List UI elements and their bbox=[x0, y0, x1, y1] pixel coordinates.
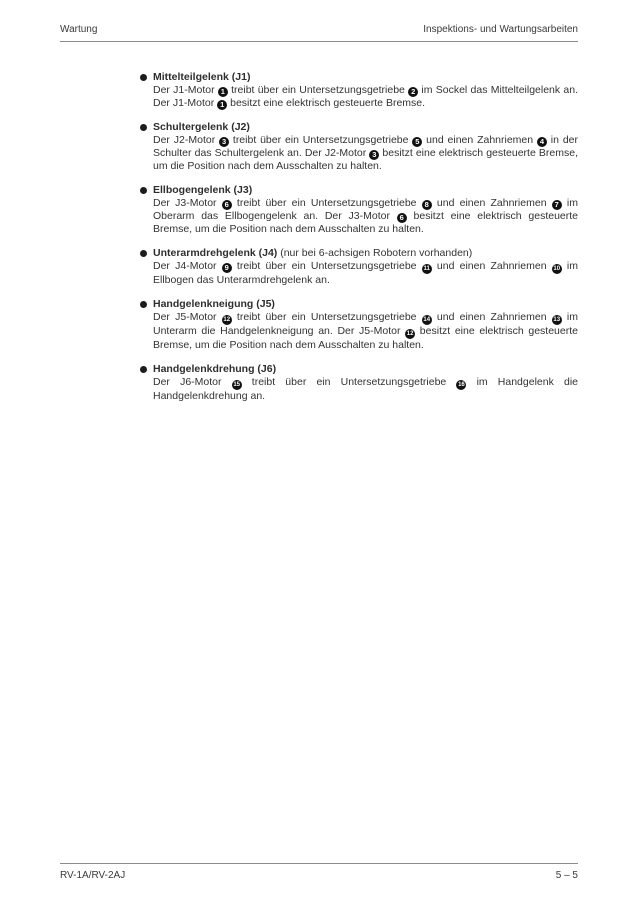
list-item bbox=[140, 363, 578, 403]
circled-number: 13 bbox=[553, 317, 561, 323]
circled-number: 3 bbox=[219, 137, 229, 147]
circled-number: 15 bbox=[233, 382, 240, 388]
circled-number: 7 bbox=[552, 200, 562, 210]
section-title-text: Handgelenkdrehung (J6) bbox=[153, 363, 277, 375]
section-title-text: Mittelteilgelenk (J1) bbox=[153, 71, 251, 83]
page-footer bbox=[60, 870, 578, 882]
section-title bbox=[153, 247, 578, 260]
section-text: Der J6-Motor 15 treibt über ein Untersetzungsgetriebe 16 im Handgelenk die Handgelenkdrehung an. bbox=[153, 376, 579, 402]
circled-number: 6 bbox=[397, 213, 407, 223]
section-content bbox=[153, 298, 578, 352]
page-footer-block bbox=[60, 863, 578, 882]
circled-number: 6 bbox=[222, 200, 232, 210]
footer-page-number: 5 – 5 bbox=[555, 870, 578, 881]
circled-number: 2 bbox=[408, 87, 418, 97]
footer-model-label: RV-1A/RV-2AJ bbox=[60, 870, 126, 881]
bullet-icon bbox=[140, 74, 147, 81]
list-item bbox=[140, 121, 578, 173]
section-text: Der J2-Motor 3 treibt über ein Untersetzungsgetriebe 5 und einen Zahnriemen 4 in der Schulter das Schultergelenk an. Der J2-Motor 3 besitzt eine elektrisch gesteuerte Bremse, um die Position nach dem Ausschalten zu halten. bbox=[153, 134, 578, 172]
header-divider bbox=[60, 41, 578, 42]
circled-number: 12 bbox=[223, 317, 231, 323]
circled-number: 8 bbox=[422, 200, 432, 210]
section-title bbox=[153, 363, 578, 376]
section-title bbox=[153, 298, 578, 311]
section-title bbox=[153, 121, 578, 134]
list-item bbox=[140, 71, 578, 110]
section-title-text: Handgelenkneigung (J5) bbox=[153, 298, 275, 310]
circled-number: 1 bbox=[218, 87, 228, 97]
section-title bbox=[153, 71, 578, 84]
section-title-text: Ellbogengelenk (J3) bbox=[153, 184, 253, 196]
section-content bbox=[153, 71, 578, 110]
circled-number: 16 bbox=[458, 382, 465, 388]
bullet-icon bbox=[140, 187, 147, 194]
bullet-icon bbox=[140, 250, 147, 257]
list-item bbox=[140, 247, 578, 287]
section-text: Der J1-Motor 1 treibt über ein Untersetzungsgetriebe 2 im Sockel das Mittelteilgelenk an. Der J1-Motor 1 besitzt eine elektrisch gesteuerte Bremse. bbox=[153, 84, 578, 109]
section-title bbox=[153, 184, 578, 197]
page-header bbox=[60, 24, 578, 36]
circled-number: 1 bbox=[217, 100, 227, 110]
section-text: Der J3-Motor 6 treibt über ein Untersetzungsgetriebe 8 und einen Zahnriemen 7 im Oberarm das Ellbogengelenk an. Der J3-Motor 6 besitzt eine elektrisch gesteuerte Bremse, um die Position nach dem Ausschalten zu halten. bbox=[153, 197, 579, 235]
bullet-icon bbox=[140, 124, 147, 131]
section-content bbox=[153, 363, 578, 403]
section-title-note: (nur bei 6-achsigen Robotern vorhanden) bbox=[277, 247, 473, 259]
section-text: Der J5-Motor 12 treibt über ein Untersetzungsgetriebe 14 und einen Zahnriemen 13 im Unterarm die Handgelenkneigung an. Der J5-Motor 12 besitzt eine elektrisch gesteuerte Bremse, um die Position nach dem Ausschalten zu halten. bbox=[153, 311, 579, 351]
circled-number: 10 bbox=[553, 266, 561, 272]
circled-number: 12 bbox=[406, 331, 414, 337]
circled-number: 4 bbox=[537, 137, 547, 147]
circled-number: 9 bbox=[222, 263, 232, 273]
header-right-title: Inspektions- und Wartungsarbeiten bbox=[423, 24, 578, 35]
section-title-text: Schultergelenk (J2) bbox=[153, 121, 250, 133]
circled-number: 14 bbox=[423, 317, 431, 323]
footer-divider bbox=[60, 863, 578, 864]
section-content bbox=[153, 184, 578, 236]
circled-number: 11 bbox=[423, 266, 430, 272]
header-left-title: Wartung bbox=[60, 24, 98, 35]
bullet-icon bbox=[140, 366, 147, 373]
section-content bbox=[153, 247, 578, 287]
list-item bbox=[140, 184, 578, 236]
list-item bbox=[140, 298, 578, 352]
section-content bbox=[153, 121, 578, 173]
circled-number: 5 bbox=[412, 137, 422, 147]
joint-sections-list bbox=[60, 71, 578, 403]
section-text: Der J4-Motor 9 treibt über ein Untersetzungsgetriebe 11 und einen Zahnriemen 10 im Ellbogen das Unterarmdrehgelenk an. bbox=[153, 260, 579, 286]
circled-number: 3 bbox=[369, 150, 379, 160]
bullet-icon bbox=[140, 301, 147, 308]
section-title-text: Unterarmdrehgelenk (J4) bbox=[153, 247, 278, 259]
